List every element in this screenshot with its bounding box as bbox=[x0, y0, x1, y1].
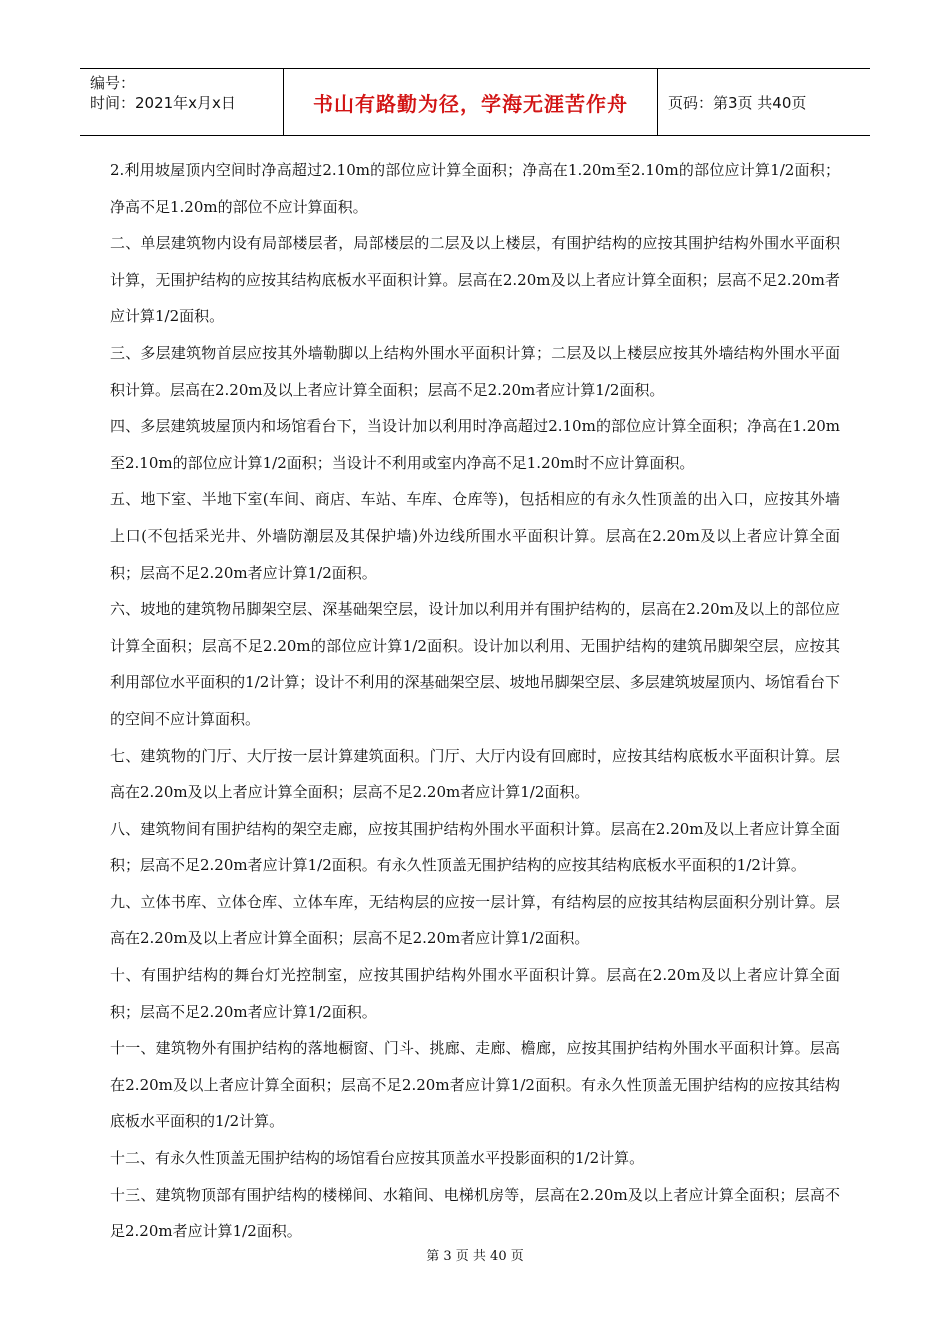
header-motto-cell bbox=[283, 69, 658, 135]
header-page-info: 页码：第3页 共40页 bbox=[668, 93, 807, 112]
paragraph: 五、地下室、半地下室(车间、商店、车站、车库、仓库等)，包括相应的有永久性顶盖的出入口，应按其外墙上口(不包括采光井、外墙防潮层及其保护墙)外边线所围水平面积计算。层高在2.20m及以上者应计算全面积；层高不足2.20m者应计算1/2面积。 bbox=[110, 490, 840, 582]
header-meta bbox=[80, 69, 283, 135]
paragraph: 九、立体书库、立体仓库、立体车库，无结构层的应按一层计算，有结构层的应按其结构层面积分别计算。层高在2.20m及以上者应计算全面积；层高不足2.20m者应计算1/2面积。 bbox=[110, 892, 840, 948]
page-footer: 第 3 页 共 40 页 bbox=[426, 1249, 524, 1264]
paragraph: 八、建筑物间有围护结构的架空走廊，应按其围护结构外围水平面积计算。层高在2.20m及以上者应计算全面积；层高不足2.20m者应计算1/2面积。有永久性顶盖无围护结构的应按其结构底板水平面积的1/2计算。 bbox=[110, 819, 840, 875]
paragraph: 十三、建筑物顶部有围护结构的楼梯间、水箱间、电梯机房等，层高在2.20m及以上者应计算全面积；层高不足2.20m者应计算1/2面积。 bbox=[110, 1185, 840, 1241]
document-body bbox=[110, 152, 840, 1250]
page-header bbox=[80, 68, 870, 136]
paragraph: 二、单层建筑物内设有局部楼层者，局部楼层的二层及以上楼层，有围护结构的应按其围护结构外围水平面积计算，无围护结构的应按其结构底板水平面积计算。层高在2.20m及以上者应计算全面积；层高不足2.20m者应计算1/2面积。 bbox=[110, 234, 840, 326]
paragraph: 六、坡地的建筑物吊脚架空层、深基础架空层，设计加以利用并有围护结构的，层高在2.20m及以上的部位应计算全面积；层高不足2.20m的部位应计算1/2面积。设计加以利用、无围护结构的建筑吊脚架空层，应按其利用部位水平面积的1/2计算；设计不利用的深基础架空层、坡地吊脚架空层、多层建筑坡屋顶内、场馆看台下的空间不应计算面积。 bbox=[110, 600, 840, 728]
paragraph: 十、有围护结构的舞台灯光控制室，应按其围护结构外围水平面积计算。层高在2.20m及以上者应计算全面积；层高不足2.20m者应计算1/2面积。 bbox=[110, 966, 840, 1021]
document-number-label: 编号： bbox=[90, 74, 136, 92]
header-page-cell bbox=[658, 69, 870, 135]
paragraph: 四、多层建筑坡屋顶内和场馆看台下，当设计加以利用时净高超过2.10m的部位应计算全面积；净高在1.20m至2.10m的部位应计算1/2面积；当设计不利用或室内净高不足1.20m时不应计算面积。 bbox=[110, 417, 840, 472]
paragraph: 七、建筑物的门厅、大厅按一层计算建筑面积。门厅、大厅内设有回廊时，应按其结构底板水平面积计算。层高在2.20m及以上者应计算全面积；层高不足2.20m者应计算1/2面积。 bbox=[110, 746, 840, 802]
paragraph: 十一、建筑物外有围护结构的落地橱窗、门斗、挑廊、走廊、檐廊，应按其围护结构外围水平面积计算。层高在2.20m及以上者应计算全面积；层高不足2.20m者应计算1/2面积。有永久性顶盖无围护结构的应按其结构底板水平面积的1/2计算。 bbox=[110, 1039, 840, 1131]
paragraph: 十二、有永久性顶盖无围护结构的场馆看台应按其顶盖水平投影面积的1/2计算。 bbox=[110, 1149, 645, 1168]
paragraph: 三、多层建筑物首层应按其外墙勒脚以上结构外围水平面积计算；二层及以上楼层应按其外墙结构外围水平面积计算。层高在2.20m及以上者应计算全面积；层高不足2.20m者应计算1/2面积。 bbox=[110, 343, 840, 399]
header-motto: 书山有路勤为径，学海无涯苦作舟 bbox=[313, 91, 628, 116]
paragraph: 2.利用坡屋顶内空间时净高超过2.10m的部位应计算全面积；净高在1.20m至2.10m的部位应计算1/2面积；净高不足1.20m的部位不应计算面积。 bbox=[110, 161, 840, 216]
document-date: 时间：2021年x月x日 bbox=[90, 94, 236, 112]
